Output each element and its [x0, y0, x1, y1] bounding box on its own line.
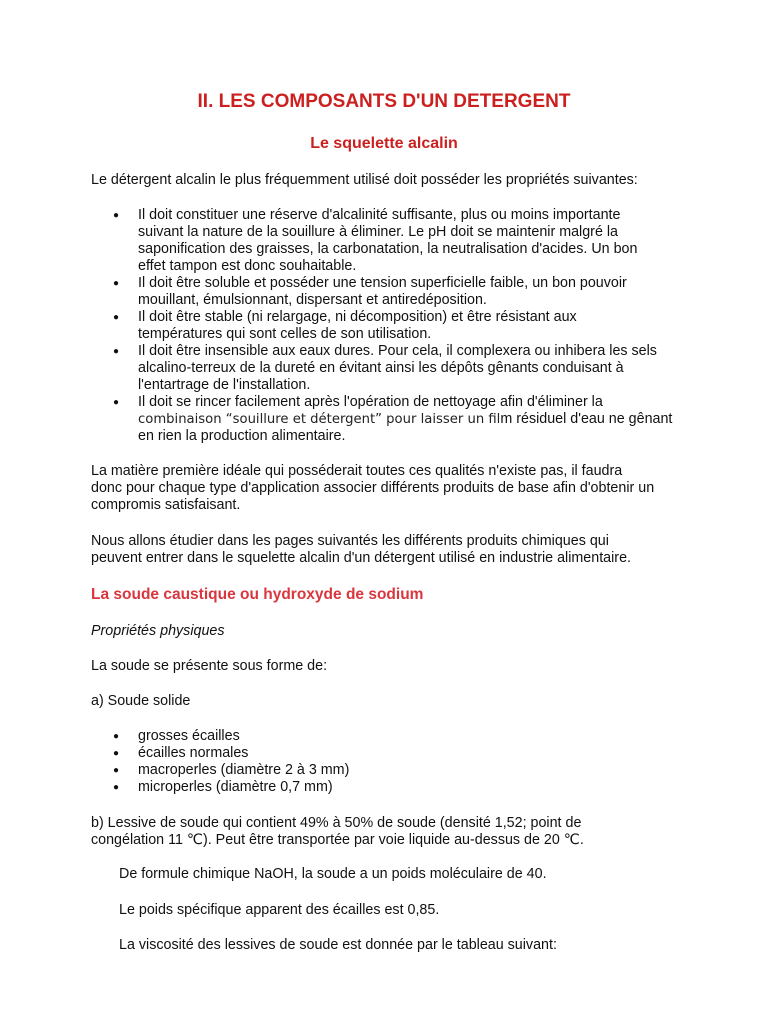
list-item [91, 762, 721, 779]
list-item-line: l'entartrage de l'installation. [138, 377, 311, 393]
list-item-text: écailles normales [138, 745, 249, 761]
list-item-line: Il doit constituer une réserve d'alcalinité suffisante, plus ou moins importante [138, 207, 621, 223]
section-heading: La soude caustique ou hydroxyde de sodium [91, 586, 424, 603]
section-subtitle: Le squelette alcalin [310, 135, 458, 152]
paragraph-line: congélation 11 ℃). Peut être transportée par voie liquide au-dessus de 20 ℃. [91, 832, 584, 848]
paragraph-line: donc pour chaque type d'application associer différents produits de base afin d'obtenir un [91, 480, 655, 496]
list-item [91, 728, 721, 745]
subsection-label: Propriétés physiques [91, 623, 225, 639]
bullet-icon: ● [113, 346, 120, 357]
specific-weight-paragraph: Le poids spécifique apparent des écailles est 0,85. [119, 902, 440, 918]
bullet-icon: ● [113, 397, 120, 408]
list-item-line: saponification des graisses, la carbonatation, la neutralisation d'acides. Un bon [138, 241, 638, 257]
list-item-text: microperles (diamètre 0,7 mm) [138, 779, 333, 795]
bullet-icon: ● [113, 782, 120, 793]
list-item-line: mouillant, émulsionnant, dispersant et antiredéposition. [138, 292, 487, 308]
paragraph-line: b) Lessive de soude qui contient 49% à 50% de soude (densité 1,52; point de [91, 815, 582, 831]
bullet-icon: ● [113, 210, 120, 221]
list-item-text: grosses écailles [138, 728, 240, 744]
solid-forms-list [91, 728, 721, 796]
bullet-icon: ● [113, 748, 120, 759]
list-item-text: macroperles (diamètre 2 à 3 mm) [138, 762, 350, 778]
bullet-icon: ● [113, 731, 120, 742]
list-item-line: Il doit se rincer facilement après l'opération de nettoyage afin d'éliminer la [138, 394, 603, 410]
properties-list [91, 207, 721, 445]
list-item-line [138, 411, 721, 428]
list-item-text-alt: combinaison “souillure et détergent” pour laisser un fil [138, 412, 501, 427]
paragraph-line: peuvent entrer dans le squelette alcalin d'un détergent utilisé en industrie alimentaire. [91, 550, 631, 566]
formula-paragraph: De formule chimique NaOH, la soude a un poids moléculaire de 40. [119, 866, 547, 882]
list-item-line: alcalino-terreux de la dureté en évitant ainsi les dépôts gênants conduisant à [138, 360, 624, 376]
list-item [91, 779, 721, 796]
bullet-icon: ● [113, 278, 120, 289]
ideal-paragraph [91, 463, 721, 514]
list-item-line: Il doit être insensible aux eaux dures. Pour cela, il complexera ou inhibera les sels [138, 343, 657, 359]
forms-intro: La soude se présente sous forme de: [91, 658, 328, 674]
list-item [91, 309, 721, 343]
paragraph-line: compromis satisfaisant. [91, 497, 241, 513]
list-item [91, 207, 721, 275]
lye-paragraph [91, 815, 721, 849]
paragraph-line: La matière première idéale qui posséderait toutes ces qualités n'existe pas, il faudra [91, 463, 623, 479]
list-item [91, 394, 721, 445]
list-item-line: Il doit être stable (ni relargage, ni décomposition) et être résistant aux [138, 309, 577, 325]
list-item-line: suivant la nature de la souillure à éliminer. Le pH doit se maintenir malgré la [138, 224, 618, 240]
list-item [91, 275, 721, 309]
list-item [91, 343, 721, 394]
list-item-line: Il doit être soluble et posséder une tension superficielle faible, un bon pouvoir [138, 275, 627, 291]
paragraph-line: Nous allons étudier dans les pages suivantés les différents produits chimiques qui [91, 533, 609, 549]
bullet-icon: ● [113, 312, 120, 323]
solid-label: a) Soude solide [91, 693, 191, 709]
list-item-line: effet tampon est donc souhaitable. [138, 258, 357, 274]
list-item [91, 745, 721, 762]
viscosity-paragraph: La viscosité des lessives de soude est donnée par le tableau suivant: [119, 937, 557, 953]
study-paragraph [91, 533, 721, 567]
list-item-line: en rien la production alimentaire. [138, 428, 346, 444]
intro-paragraph: Le détergent alcalin le plus fréquemment utilisé doit posséder les propriétés suivantes: [91, 172, 638, 188]
bullet-icon: ● [113, 765, 120, 776]
list-item-line: températures qui sont celles de son utilisation. [138, 326, 432, 342]
list-item-text: m résiduel d'eau ne gênant [500, 411, 673, 427]
page-title: II. LES COMPOSANTS D'UN DETERGENT [197, 91, 571, 112]
